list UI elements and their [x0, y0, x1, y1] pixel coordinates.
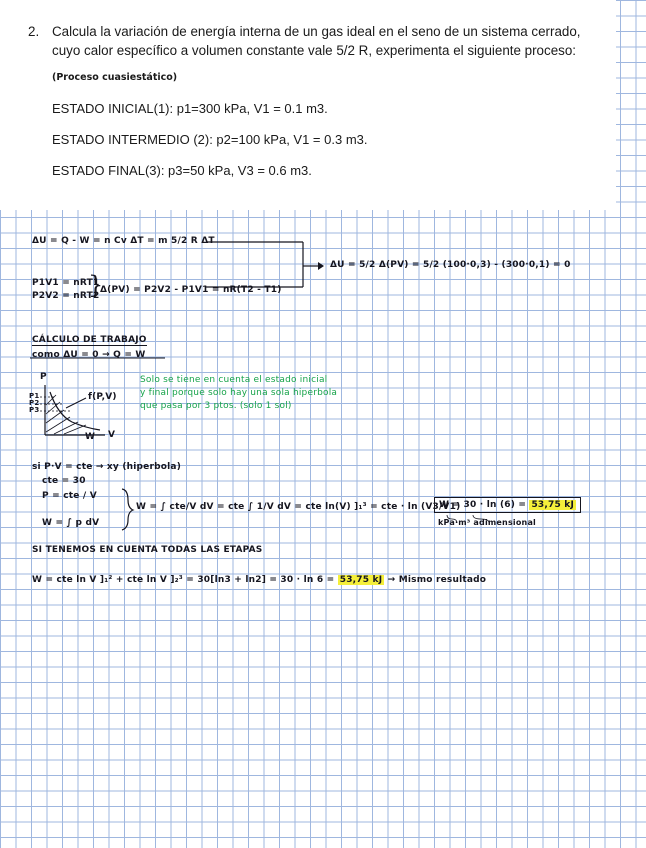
fpv-label: f(P,V)	[88, 392, 117, 402]
p-equation: P = cte / V	[42, 491, 97, 501]
problem-number: 2.	[28, 24, 40, 39]
axis-v-label: V	[108, 430, 116, 440]
brace-state-equations: }	[88, 271, 104, 299]
w-chain-equation: W = ∫ cte/V dV = cte ∫ 1/V dV = cte ln(V) ]₁³ = cte · ln (V3/V1)	[136, 502, 461, 512]
state-final: ESTADO FINAL(3): p3=50 kPa, V3 = 0.6 m3.	[52, 163, 312, 178]
p3-label: P3	[29, 406, 40, 414]
process-note: (Proceso cuasiestático)	[52, 72, 178, 83]
du-equation: ΔU = Q - W = n Cv ΔT = m 5/2 R ΔT	[32, 236, 215, 246]
delta-pv-equation: Δ(PV) = P2V2 - P1V1 = nR(T2 - T1)	[100, 285, 282, 295]
p1-label: P1	[29, 392, 40, 400]
w-stages-value: 53,75 kJ	[339, 575, 383, 585]
w-result-box	[434, 497, 581, 513]
como-line: como ΔU = 0 → Q = W	[32, 350, 146, 360]
work-title: CÁLCULO DE TRABAJO	[32, 335, 147, 345]
w-stages-equation	[32, 575, 486, 585]
cte-value: cte = 30	[42, 476, 86, 486]
si-pv-line: si P·V = cte → xy (hiperbola)	[32, 462, 182, 472]
problem-text: Calcula la variación de energía interna de un gas ideal en el seno de un sistema cerrado, cuyo calor específico a volumen constante vale 5/2 R, experimenta el siguiente proceso:	[52, 24, 581, 58]
work-area-label: W	[85, 432, 96, 442]
w-stages-conclusion: → Mismo resultado	[387, 575, 487, 585]
du-result: ΔU = 5/2 Δ(PV) = 5/2 (100·0,3) - (300·0,1) = 0	[330, 260, 571, 270]
green-note-line2: y final porque solo hay una sola hiperbola	[140, 388, 338, 398]
w-result-expression: W = 30 · ln (6) =	[439, 500, 530, 510]
units-note: kPa·m³ adimensional	[438, 518, 536, 527]
state-initial: ESTADO INICIAL(1): p1=300 kPa, V1 = 0.1 m3.	[52, 101, 328, 116]
green-note-line3: que pasa por 3 ptos. (solo 1 sol)	[140, 401, 292, 411]
p2-label: P2	[29, 399, 40, 407]
w-integral: W = ∫ p dV	[42, 518, 100, 528]
green-note-line1: Solo se tiene en cuenta el estado inicial	[140, 375, 328, 385]
w-result-value: 53,75 kJ	[531, 500, 575, 510]
p2v2-equation: P2V2 = nRT2	[32, 291, 100, 301]
stages-heading: SI TENEMOS EN CUENTA TODAS LAS ETAPAS	[32, 545, 263, 555]
state-intermediate: ESTADO INTERMEDIO (2): p2=100 kPa, V1 = 0.3 m3.	[52, 132, 368, 147]
axis-p-label: P	[40, 372, 47, 382]
w-stages-expression: W = cte ln V ]₁² + cte ln V ]₂³ = 30[ln3 + ln2] = 30 · ln 6 =	[32, 575, 338, 585]
p1v1-equation: P1V1 = nRT1	[32, 278, 100, 288]
